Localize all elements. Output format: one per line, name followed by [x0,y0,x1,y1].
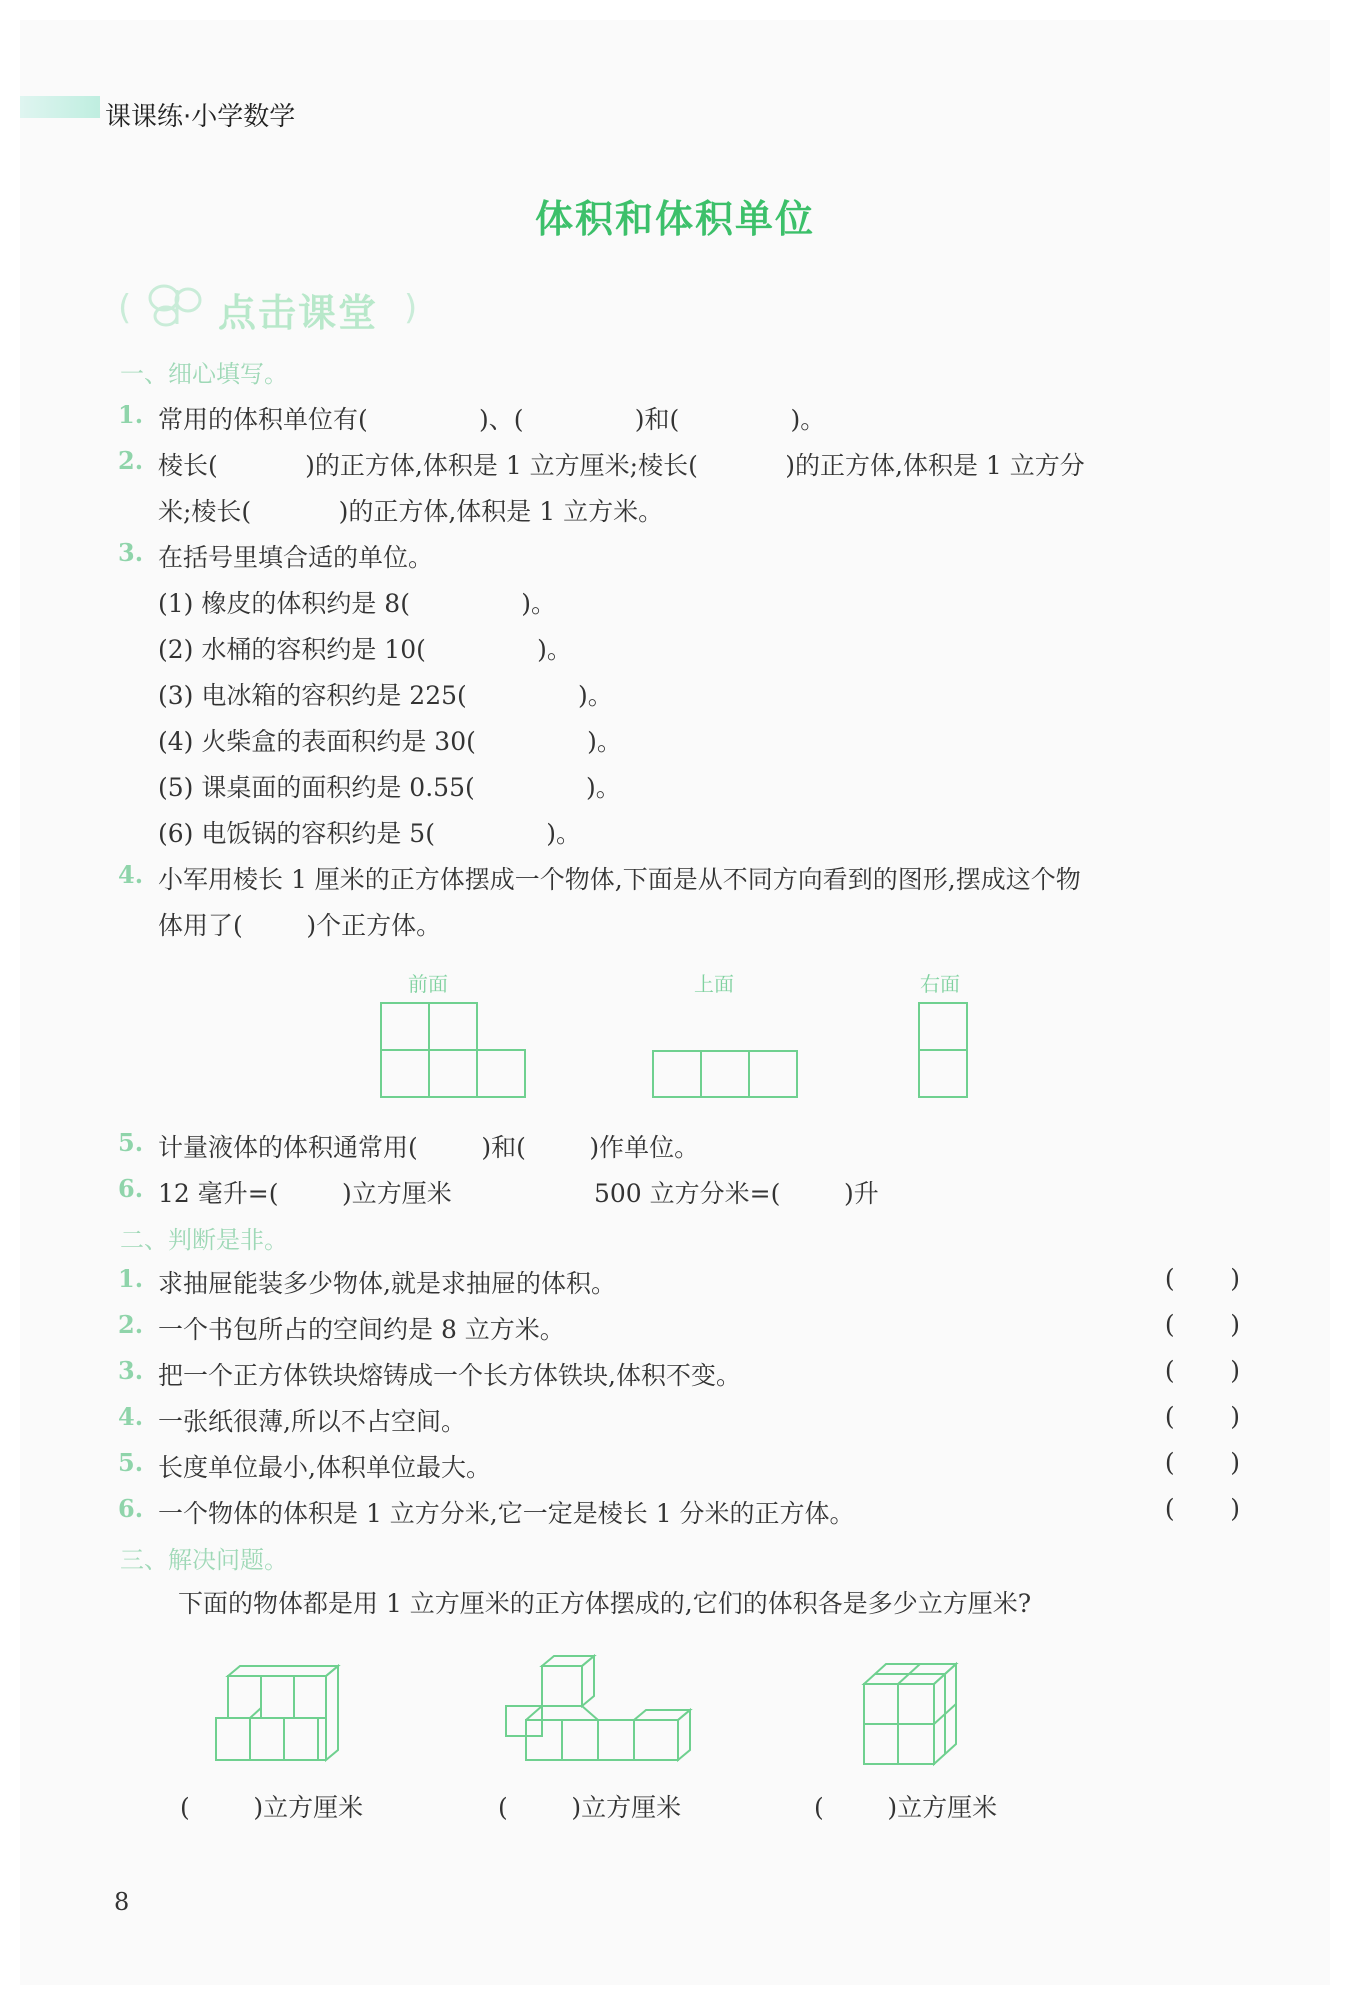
judge-2-text: 一个书包所占的空间约是 8 立方米。 [158,1315,565,1344]
page-number: 8 [114,1888,130,1916]
solve-intro: 下面的物体都是用 1 立方厘米的正方体摆成的,它们的体积各是多少立方厘米? [178,1589,1032,1618]
judge-1-number: 1. [118,1264,144,1293]
judge-5-answer[interactable]: ( ) [1164,1448,1240,1477]
answer-figure-3[interactable]: ( )立方厘米 [814,1793,998,1822]
bracket-right-icon: ) [404,288,418,328]
q2-text-line1: 棱长( )的正方体,体积是 1 立方厘米;棱长( )的正方体,体积是 1 立方分 [158,451,1085,480]
q3-item-1: (1) 橡皮的体积约是 8( )。 [158,589,556,618]
q3-item-3: (3) 电冰箱的容积约是 225( )。 [158,681,613,710]
view-label-right: 右面 [920,972,960,996]
q1-text: 常用的体积单位有( )、( )和( )。 [158,405,826,434]
q5-text: 计量液体的体积通常用( )和( )作单位。 [158,1133,700,1162]
judge-4-text: 一张纸很薄,所以不占空间。 [158,1407,466,1436]
front-view-figure [380,1002,526,1098]
q3-item-2: (2) 水桶的容积约是 10( )。 [158,635,572,664]
cube-stack-figure-2 [504,1652,694,1764]
section-banner [118,280,418,335]
page-title: 体积和体积单位 [534,197,815,241]
q6-text-a: 12 毫升=( )立方厘米 [158,1179,452,1208]
q3-item-4: (4) 火柴盒的表面积约是 30( )。 [158,727,622,756]
judge-2-answer[interactable]: ( ) [1164,1310,1240,1339]
q2-text-line2: 米;棱长( )的正方体,体积是 1 立方米。 [158,497,664,526]
top-view-figure [652,1050,798,1098]
judge-4-number: 4. [118,1402,144,1431]
section-judge-heading: 二、判断是非。 [120,1226,288,1254]
q3-item-5: (5) 课桌面的面积约是 0.55( )。 [158,773,621,802]
book-header: 课课练·小学数学 [105,102,296,132]
q3-number: 3. [118,538,144,567]
answer-figure-2[interactable]: ( )立方厘米 [498,1793,682,1822]
q5-number: 5. [118,1128,144,1157]
judge-5-number: 5. [118,1448,144,1477]
banner-text: 点击课堂 [218,291,379,335]
q4-number: 4. [118,860,144,889]
q4-text-line2: 体用了( )个正方体。 [158,911,442,940]
q3-text: 在括号里填合适的单位。 [158,543,434,572]
section-solve-heading: 三、解决问题。 [120,1546,288,1574]
header-decoration [20,96,100,118]
view-label-top: 上面 [694,972,734,996]
judge-3-text: 把一个正方体铁块熔铸成一个长方体铁块,体积不变。 [158,1361,741,1390]
judge-1-text: 求抽屉能装多少物体,就是求抽屉的体积。 [158,1269,616,1298]
q4-text-line1: 小军用棱长 1 厘米的正方体摆成一个物体,下面是从不同方向看到的图形,摆成这个物 [158,865,1081,894]
judge-3-answer[interactable]: ( ) [1164,1356,1240,1385]
answer-figure-1[interactable]: ( )立方厘米 [180,1793,364,1822]
cube-stack-figure-3 [862,1662,962,1766]
judge-6-text: 一个物体的体积是 1 立方分米,它一定是棱长 1 分米的正方体。 [158,1499,855,1528]
butterfly-icon [146,280,206,330]
bracket-left-icon: ( [118,288,132,328]
judge-4-answer[interactable]: ( ) [1164,1402,1240,1431]
q2-number: 2. [118,446,144,475]
judge-2-number: 2. [118,1310,144,1339]
judge-3-number: 3. [118,1356,144,1385]
right-view-figure [918,1002,968,1098]
view-label-front: 前面 [408,972,448,996]
judge-5-text: 长度单位最小,体积单位最大。 [158,1453,491,1482]
judge-6-answer[interactable]: ( ) [1164,1494,1240,1523]
cube-stack-figure-1 [214,1664,344,1764]
section-fill-heading: 一、细心填写。 [120,360,288,388]
q6-text-b: 500 立方分米=( )升 [594,1179,879,1208]
q1-number: 1. [118,400,144,429]
judge-1-answer[interactable]: ( ) [1164,1264,1240,1293]
q3-item-6: (6) 电饭锅的容积约是 5( )。 [158,819,581,848]
judge-6-number: 6. [118,1494,144,1523]
q6-number: 6. [118,1174,144,1203]
